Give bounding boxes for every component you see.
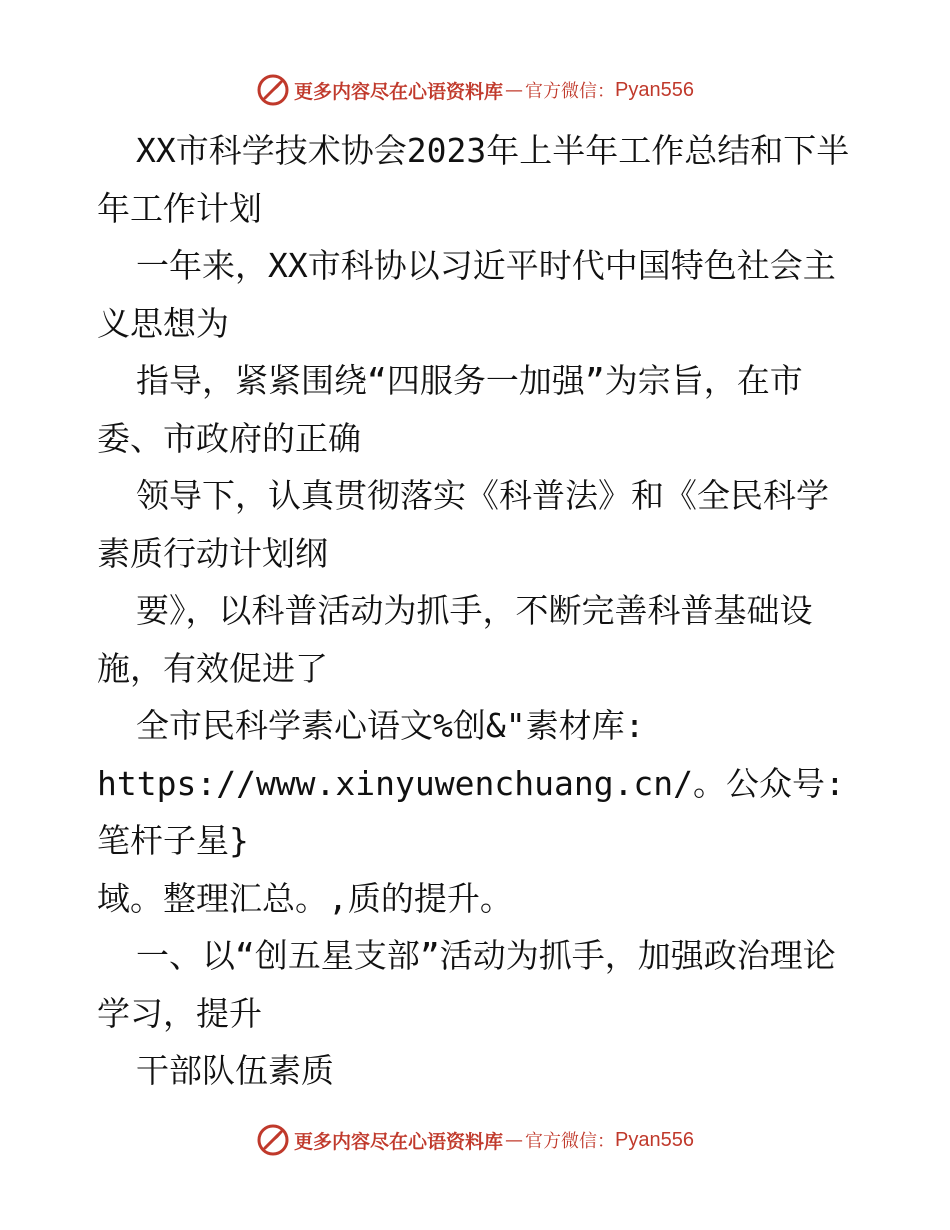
- document-body: [97, 122, 857, 1100]
- paragraph: 要》，以科普活动为抓手，不断完善科普基础设施，有效促进了: [97, 591, 813, 688]
- watermark-account-id: Pyan556: [615, 1128, 694, 1151]
- paragraph: 领导下，认真贯彻落实《科普法》和《全民科学素质行动计划纲: [97, 476, 829, 573]
- watermark-main-text: 更多内容尽在心语资料库: [294, 1130, 504, 1153]
- document-title: XX市科学技术协会2023年上半年工作总结和下半年工作计划: [97, 131, 850, 228]
- feather-pen-icon: [256, 73, 290, 107]
- paragraph: 干部队伍素质: [136, 1051, 334, 1090]
- watermark-wechat-label: 官方微信：: [525, 1131, 616, 1152]
- section-heading: 一、以“创五星支部”活动为抓手，加强政治理论学习，提升: [97, 936, 836, 1033]
- watermark-main-text: 更多内容尽在心语资料库: [294, 80, 504, 103]
- header-watermark: [0, 70, 950, 110]
- feather-pen-icon: [256, 1123, 290, 1157]
- watermark-wechat-label: 官方微信：: [525, 81, 616, 102]
- footer-watermark: [0, 1120, 950, 1160]
- paragraph: 域。整理汇总。,质的提升。: [97, 878, 513, 918]
- paragraph: 一年来，XX市科协以习近平时代中国特色社会主义思想为: [97, 246, 836, 343]
- watermark-account-id: Pyan556: [615, 78, 694, 101]
- paragraph-with-link: 全市民科学素心语文%创&"素材库: https://www.xinyuwenchuang.cn/。公众号: 笔杆子星}: [97, 706, 845, 860]
- watermark-dash: —: [505, 1129, 524, 1151]
- watermark-dash: —: [505, 79, 524, 101]
- paragraph: 指导，紧紧围绕“四服务一加强”为宗旨，在市委、市政府的正确: [97, 361, 803, 458]
